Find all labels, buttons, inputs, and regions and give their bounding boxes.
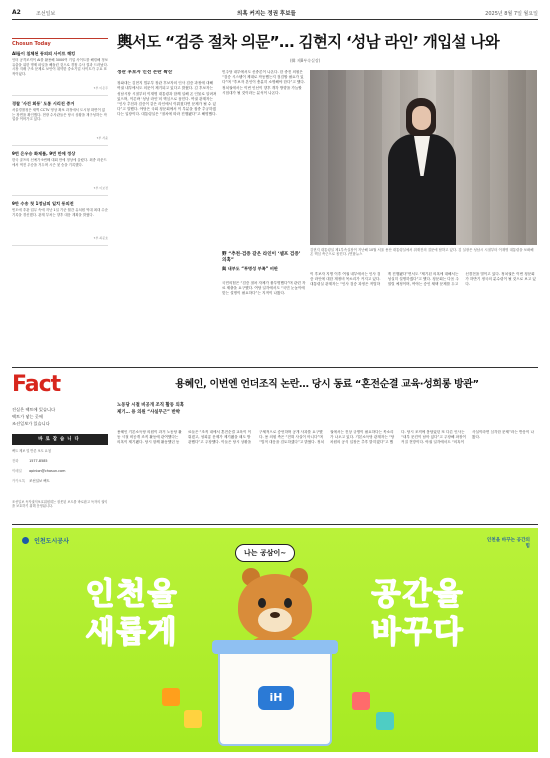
brief-byline: 7부 서윤 (96, 136, 108, 140)
contact-label: 이메일 (12, 469, 22, 473)
news-photo (310, 70, 537, 245)
main-headline[interactable]: 輿서도 “검증 절차 의문”… 김현지 ‘성남 라인’ 개입설 나와 (117, 33, 499, 51)
main-story-column-3: 국민의힘은 “검증 절차 자체가 불투명했다”며 관련 자료 제출을 요구했다. 여당 일각에서도 “국민 눈높이에 맞는 설명이 필요하다”는 지적이 나왔다. (222, 281, 306, 296)
fact-slogan: 진실은 팩트에 있습니다 팩트가 닿는 곳에 조선일보가 있습니다 (12, 407, 56, 426)
photo-caption: 김현지 대통령실 제1부속실장이 지난해 10월 서울 용산 대통령실에서 취재진의 질문에 답하고 있다. 김 실장은 성남시 시절부터 이재명 대통령을 보좌해 온 핵심 측근으로 꼽힌다. /연합뉴스 (310, 248, 534, 257)
second-lede: 노동당 시절 비공개 조직 활동 의혹 제기… 용 의원 “사실무근” 반박 (117, 403, 185, 415)
contact-email[interactable] (12, 468, 108, 473)
brief-byline: 7부 이보전 (93, 186, 108, 190)
ad-left-text: 인천을 새롭게 (85, 577, 179, 650)
pull-quote-1: 野 “추천·검증 같은 라인이 ‘셀프 검증’ 의혹” (222, 252, 301, 263)
ad-tagline: 인천을 바꾸는 공간의 힘 (486, 538, 530, 549)
brief-item[interactable] (12, 51, 108, 96)
brief-headline: 9번 은우승 화제를, 9번 만에 정상 (12, 150, 76, 156)
cube-icon (162, 688, 180, 706)
contact-kakao[interactable] (12, 478, 108, 483)
ad-right-text: 공간을 바꾸다 (371, 577, 465, 650)
speech-bubble: 나는 공삼이~ (235, 544, 295, 562)
contact-phone[interactable] (12, 458, 108, 463)
divider (12, 524, 538, 525)
issue-date: 2025년 8월 7일 월요일 (485, 11, 538, 17)
fact-note: 조선일보 독자권익보호위원회는 잘못된 보도를 바로잡고 독자의 권익을 보호하기 위해 운영됩니다. (12, 500, 108, 509)
brief-byline: 7부 최준호 (93, 236, 108, 240)
contact-value: opinion@chosun.com (29, 469, 66, 473)
second-story-body: 용혜인 기본소득당 의원이 과거 노동당 활동 시절 비공개 조직 활동에 관여했다는 의혹이 제기됐다. 당시 함께 활동했던 동료들은 “조직 내에서 혼전순결 교육이 이뤄졌고, 성희롱 문제가 제기됐을 때도 방관했다”고 주장했다. 이들은 당시 상황을 구체적으로 증언하며 공개 사과를 요구했다. 용 의원 측은 “전혀 사실이 아니다”며 “법적 대응을 검토하겠다”고 밝혔다. 정치권에서는 진상 규명이 필요하다는 목소리가 나오고 있다. 기본소득당 관계자는 “당 차원의 공식 입장은 추후 밝히겠다”고 했다. 당시 조직에 몸담았던 또 다른 인사는 “내부 문건이 남아 있다”고 주장해 파장이 커질 전망이다. 야권 일각에서도 “의혹이 사실이라면 심각한 문제”라는 반응이 나왔다. (117, 430, 534, 445)
gift-box-icon (218, 648, 332, 746)
main-story-column-2: 민주당 내부에서도 신중론이 나온다. 한 중진 의원은 “검증 시스템이 제대로 작동했는지 점검할 필요가 있다”며 “후보자 본인이 충분히 소명해야 한다”고 했다. 정치권에서는 이번 인선이 향후 개각 방향을 가늠할 시험대가 될 것이라는 분석이 나온다. (222, 70, 306, 95)
divider (12, 367, 538, 368)
second-headline[interactable]: 용혜인, 이번엔 언더조직 논란… 당시 동료 “혼전순결 교육·성희롱 방관” (175, 379, 479, 390)
contact-value: 조선일보 팩트 (29, 479, 50, 483)
fact-desc: 팩트 제보 및 반론 보도 요청 (12, 449, 51, 453)
page-number: A2 (12, 9, 21, 16)
brief-text: 서울경찰청은 새벽 CCTV 영상 확보 과정에서 도시형 화면이 없는 장면을 확인했다. 현장 수사관들은 당시 상황을 재구성하는 작업을 이어가고 있다. (12, 108, 107, 122)
chosun-today-column (12, 24, 108, 366)
brief-text: 인터 공격조직이 AI를 활용해 3000여 기업 사이트를 해킹해 정보 유출을 위한 명제 파일을 빼돌린 것으로 경찰 수사 결과 드러났다. 시장 지배 구조 문제로 보안이 취약한 중소기업 사이트가 주요 표적이었다. (12, 58, 108, 76)
ad-brand (22, 536, 69, 545)
ad-brand-name: 인천도시공사 (34, 538, 69, 545)
brief-text: 한국 골프의 신예가 9번째 대회 만에 정상에 올랐다. 최종 라운드에서 역전 우승을 거두며 시즌 첫 승을 기록했다. (12, 158, 107, 167)
brief-byline: 7부 이은주 (93, 86, 108, 90)
brief-text: 빈도에 추관 업무 속에 지난 1일 기준 월간 유치원 역대 최대 수준 기록을 경신했다. 관계 부처는 향후 대응 계획을 밝혔다. (12, 208, 108, 217)
main-story-text: 청와대는 김현지 법무부 장관 후보자의 인사 검증 과정에 대해 여권 내부에서도 의문이 제기되고 있다고 밝혔다. 김 후보자는 성남시장 시절부터 이재명 대통령과 함께 일해 온 인물로 알려져 있으며, 이른바 ‘성남 라인’의 핵심으로 꼽힌다. 여권 관계자는 “인사 추천과 검증이 같은 라인에서 이뤄졌다면 문제가 될 수 있다”고 말했다. 야당은 국회 청문회에서 이 부분을 집중 추궁하겠다는 입장이다. 대통령실은 “절차에 따라 진행됐다”고 해명했다. (117, 81, 217, 117)
contact-value: 1577-8585 (29, 459, 48, 463)
main-credit: (韓 제8부속실장) (290, 58, 321, 63)
cube-icon (352, 692, 370, 710)
chosun-today-title: Chosun Today (12, 41, 51, 47)
brief-headline: 9만 수송 첫 1정남의 일치 동의전 (12, 200, 74, 206)
pull-quote (222, 252, 306, 278)
main-story-column-1 (117, 70, 217, 360)
advertisement[interactable] (12, 528, 538, 752)
masthead (12, 6, 538, 20)
fact-box (12, 372, 108, 522)
pull-quote-2: 與 내부도 “투명성 부족” 비판 (222, 266, 278, 271)
brief-item[interactable] (12, 151, 108, 196)
main-subhead: 정관 후보자 인선 논란 확산 (117, 70, 173, 75)
brief-item[interactable] (12, 101, 108, 146)
fact-logo: Fact (12, 372, 61, 397)
paper-name: 조선일보 (36, 11, 56, 17)
brand-logo-icon (22, 537, 29, 544)
brief-item[interactable] (12, 201, 108, 246)
cube-icon (184, 710, 202, 728)
ih-logo: iH (258, 686, 294, 710)
brief-headline: 경찰 '사건 회동' 도롱 시리진 증거 (12, 100, 75, 106)
contact-label: 카카오톡 (12, 479, 26, 483)
correction-button[interactable]: 바로잡습니다 (12, 434, 108, 445)
chosun-today-box (12, 38, 108, 251)
section-title: 의혹 커지는 정권 후보들 (237, 11, 296, 17)
contact-label: 전화 (12, 459, 19, 463)
cube-icon (376, 712, 394, 730)
brief-headline: AI들이 침체된 동의의 사이트 해킹 (12, 50, 76, 56)
main-story-column-4: 이 후보자 지명 이후 여권 내부에서는 인사 검증 라인에 대한 재정비 목소리가 커지고 있다. 대통령실 관계자는 “인사 검증 과정은 적법하게 진행됐다”면서도 “제기된 의혹에 대해서는 성실히 설명하겠다”고 했다. 청문회는 다음 주 열릴 예정이며, 여야는 증인 채택 문제를 두고 신경전을 벌이고 있다. 정치권은 이번 청문회가 하반기 정국의 분수령이 될 것으로 보고 있다. (310, 272, 536, 287)
